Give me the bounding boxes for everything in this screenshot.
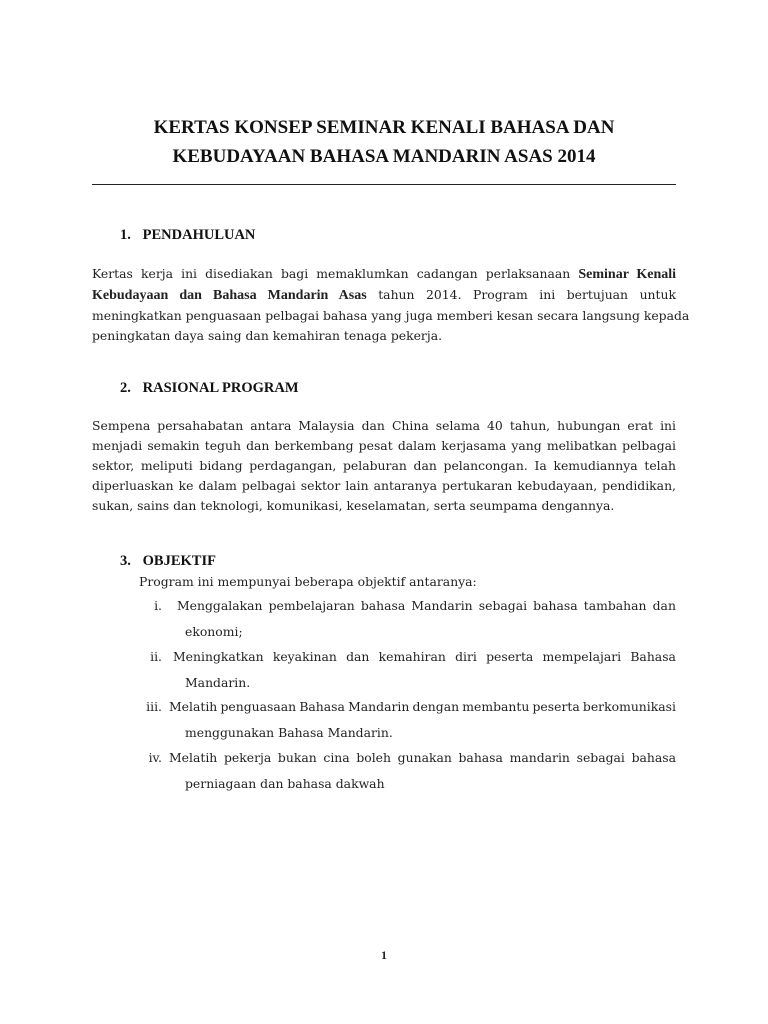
paragraph-line: peningkatan daya saing dan kemahiran tenaga pekerja. <box>92 328 443 343</box>
section-number: 3. <box>120 553 131 569</box>
paragraph-line: Kebudayaan dan Bahasa Mandarin Asas tahun 2014. Program ini bertujuan untuk <box>92 287 676 303</box>
objective-line-1 <box>169 699 676 714</box>
word: peserta <box>486 649 534 664</box>
word: Bahasa <box>299 699 345 714</box>
word: tambahan <box>583 598 647 613</box>
word: Melatih <box>169 750 218 765</box>
objective-number: iii. <box>146 699 162 714</box>
objective-line-2: menggunakan Bahasa Mandarin. <box>185 725 393 740</box>
objective-number: ii. <box>150 649 162 664</box>
objective-line-2: ekonomi; <box>185 624 243 639</box>
word: peserta <box>532 699 580 714</box>
word: Menggalakan <box>177 598 263 613</box>
word: bahasa <box>631 750 676 765</box>
word: sebagai <box>576 750 625 765</box>
paragraph-line: diperluaskan ke dalam pelbagai sektor lain antaranya pertukaran kebudayaan, pendidikan, <box>92 478 676 493</box>
section-paragraph-pendahuluan <box>92 264 690 346</box>
paragraph-line: menjadi semakin teguh dan berkembang pesat dalam kerjasama yang melibatkan pelbagai <box>92 438 676 453</box>
section-heading-pendahuluan <box>120 227 255 244</box>
paragraph-line: Sempena persahabatan antara Malaysia dan China selama 40 tahun, hubungan erat ini <box>92 418 676 433</box>
word: membantu <box>462 699 530 714</box>
objective-line-1 <box>173 649 676 664</box>
word: Meningkatkan <box>173 649 264 664</box>
word: sebagai <box>478 598 528 613</box>
document-title <box>92 113 676 171</box>
word: diri <box>455 649 477 664</box>
word: cina <box>323 750 350 765</box>
word: dengan <box>412 699 460 714</box>
section-heading-objektif <box>120 553 216 570</box>
word: bahasa <box>458 750 503 765</box>
word: berkomunikasi <box>582 699 676 714</box>
objective-number: iv. <box>148 750 162 765</box>
objective-line-2: perniagaan dan bahasa dakwah <box>185 776 385 791</box>
paragraph-line: sukan, sains dan teknologi, komunikasi, keselamatan, serta seumpama dengannya. <box>92 498 615 513</box>
word: Mandarin <box>348 699 410 714</box>
word: Mandarin <box>411 598 473 613</box>
paragraph-line: meningkatkan penguasaan pelbagai bahasa yang juga memberi kesan secara langsung kepada <box>92 308 690 323</box>
word: dan <box>652 598 676 613</box>
word: dan <box>346 649 370 664</box>
objective-number: i. <box>154 598 162 613</box>
paragraph-line: Kertas kerja ini disediakan bagi memaklumkan cadangan perlaksanaan Seminar Kenali <box>92 266 677 282</box>
objectives-lead: Program ini mempunyai beberapa objektif antaranya: <box>139 574 477 589</box>
section-heading-rasional <box>120 380 299 397</box>
word: mempelajari <box>542 649 622 664</box>
word: mandarin <box>509 750 570 765</box>
section-title: PENDAHULUAN <box>142 227 256 243</box>
section-number: 1. <box>120 227 131 243</box>
word: kemahiran <box>378 649 446 664</box>
objective-line-1 <box>177 598 676 613</box>
title-line-2: KEBUDAYAAN BAHASA MANDARIN ASAS 2014 <box>172 146 596 167</box>
paragraph-line: sektor, meliputi bidang perdagangan, pelaburan dan pelancongan. Ia kemudiannya telah <box>92 458 676 473</box>
section-title: RASIONAL PROGRAM <box>142 380 299 396</box>
section-paragraph-rasional <box>92 416 676 516</box>
word: boleh <box>356 750 391 765</box>
word: pembelajaran <box>268 598 355 613</box>
objective-line-2: Mandarin. <box>185 675 251 690</box>
word: Bahasa <box>630 649 676 664</box>
title-line-1: KERTAS KONSEP SEMINAR KENALI BAHASA DAN <box>153 117 615 138</box>
word: bahasa <box>360 598 406 613</box>
word: penguasaan <box>220 699 297 714</box>
word: keyakinan <box>272 649 337 664</box>
section-number: 2. <box>120 380 131 396</box>
objective-line-1 <box>169 750 676 765</box>
section-title: OBJEKTIF <box>142 553 216 569</box>
title-divider <box>92 184 676 185</box>
word: bahasa <box>533 598 578 613</box>
word: bukan <box>277 750 317 765</box>
word: gunakan <box>397 750 452 765</box>
word: pekerja <box>223 750 272 765</box>
page-number: 1 <box>381 948 387 962</box>
word: Melatih <box>169 699 218 714</box>
